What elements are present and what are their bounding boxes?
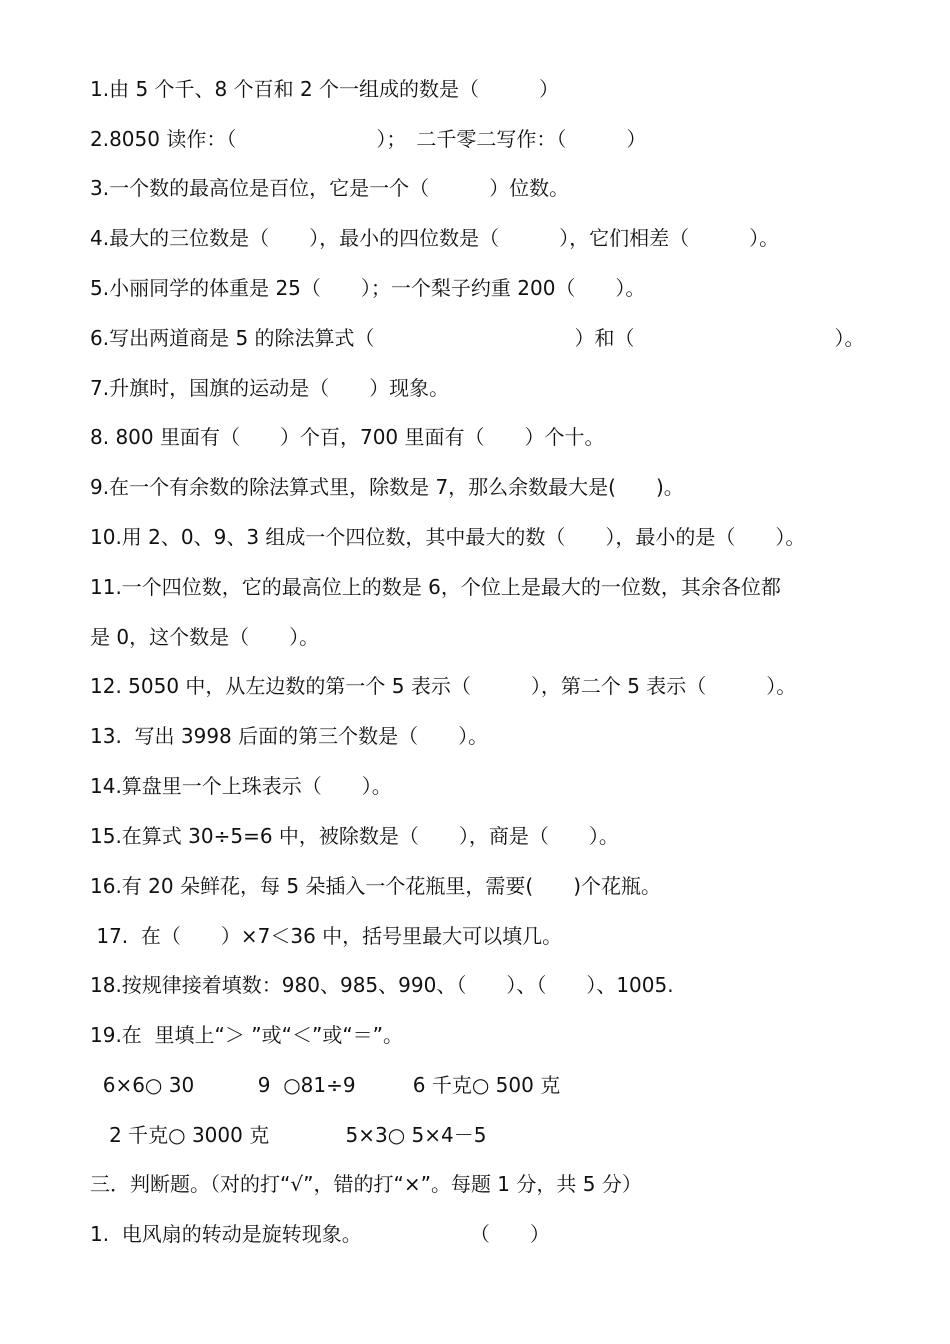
- question-1: 1.由 5 个千、8 个百和 2 个一组成的数是（ ）: [90, 77, 560, 101]
- question-2: 2.8050 读作：（ ）； 二千零二写作：（ ）: [90, 127, 647, 151]
- question-9: 9.在一个有余数的除法算式里，除数是 7，那么余数最大是( )。: [90, 475, 684, 499]
- question-17: 17. 在（ ）×7＜36 中，括号里最大可以填几。: [90, 924, 563, 948]
- question-12: 12. 5050 中，从左边数的第一个 5 表示（ ），第二个 5 表示（ ）。: [90, 674, 797, 698]
- question-4: 4.最大的三位数是（ ），最小的四位数是（ ），它们相差（ ）。: [90, 226, 780, 250]
- question-11-continued: 是 0，这个数是（ ）。: [90, 625, 320, 649]
- question-13: 13. 写出 3998 后面的第三个数是（ ）。: [90, 724, 489, 748]
- question-18: 18.按规律接着填数：980、985、990、（ ）、（ ）、1005.: [90, 973, 674, 997]
- question-3: 3.一个数的最高位是百位，它是一个（ ）位数。: [90, 176, 570, 200]
- comparison-row-1: 6×6○ 30 9 ○81÷9 6 千克○ 500 克: [90, 1073, 561, 1097]
- question-10: 10.用 2、0、9、3 组成一个四位数，其中最大的数（ ），最小的是（ ）。: [90, 525, 806, 549]
- question-11: 11.一个四位数，它的最高位上的数是 6，个位上是最大的一位数，其余各位都: [90, 575, 781, 599]
- section-3-heading: 三．判断题。（对的打“√”，错的打“×”。每题 1 分，共 5 分）: [90, 1172, 642, 1196]
- question-14: 14.算盘里一个上珠表示（ ）。: [90, 774, 392, 798]
- question-8: 8. 800 里面有（ ）个百，700 里面有（ ）个十。: [90, 425, 605, 449]
- question-15: 15.在算式 30÷5=6 中，被除数是（ ），商是（ ）。: [90, 824, 619, 848]
- question-5: 5.小丽同学的体重是 25（ ）；一个梨子约重 200（ ）。: [90, 276, 646, 300]
- question-16: 16.有 20 朵鲜花，每 5 朵插入一个花瓶里，需要( )个花瓶。: [90, 874, 662, 898]
- question-7: 7.升旗时，国旗的运动是（ ）现象。: [90, 376, 450, 400]
- comparison-row-2: 2 千克○ 3000 克 5×3○ 5×4－5: [90, 1123, 487, 1147]
- question-19: 19.在 里填上“＞ ”或“＜”或“＝”。: [90, 1023, 404, 1047]
- judgment-question-1: 1. 电风扇的转动是旋转现象。 （ ）: [90, 1222, 550, 1246]
- question-6: 6.写出两道商是 5 的除法算式（ ）和（ ）。: [90, 326, 865, 350]
